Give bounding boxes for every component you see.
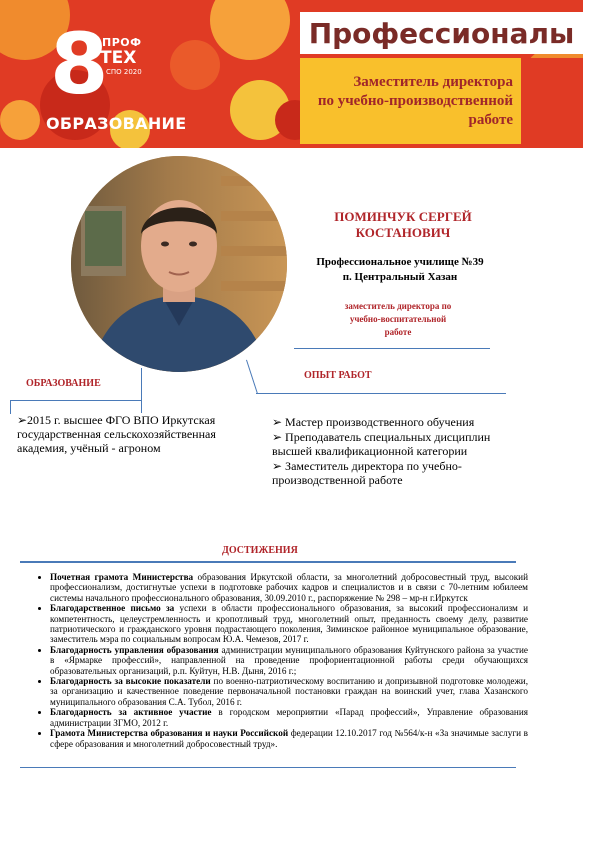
achievement-text: в городском мероприятии «Парад профессий», Управление образования администрации ЗГМО, 2012 г. [50, 707, 528, 728]
position-box [300, 58, 521, 144]
page-margin [583, 0, 596, 842]
position-line: работе [468, 111, 513, 128]
name-line: КОСТАНОВИЧ [355, 225, 451, 240]
school-line: Профессиональное училище №39 [316, 256, 484, 268]
achievement-text: по военно-патриотическому воспитанию и допризывной подготовке молодежи, за организацию и качественное поведение первоначальной постановки граждан на воинский учет, глава Хазанского муниципального образования С.А. Тубол, 2016 г. [50, 676, 529, 707]
achievement-title: Грамота Министерства образования и науки Российской [50, 728, 289, 739]
position-title [318, 73, 513, 130]
achievement-text: администрации муниципального образования Куйтунского района за участие в «Ярмарке профессий», направленной на проведение профориентационной работы среди обучающихся образовательных организаций, р.п. Куйтун, Н.В. Дыня, 2016 г.; [50, 644, 529, 676]
connector-line [256, 393, 506, 394]
name-line: ПОМИНЧУК СЕРГЕЙ [334, 209, 472, 224]
school-name [300, 255, 500, 285]
experience-item: ➢ Мастер производственного обучения [272, 415, 475, 429]
education-text: ➢2015 г. высшее ФГО ВПО Иркутская государственная сельскохозяйственная академия, учёный - агроном [17, 413, 216, 455]
divider [294, 348, 490, 349]
person-name [328, 209, 478, 241]
achievement-item [50, 707, 528, 728]
logo-caption: ОБРАЗОВАНИЕ [46, 114, 187, 133]
page-title: Профессионалы [308, 16, 575, 50]
portrait-photo [71, 156, 287, 372]
role-line: работе [384, 327, 412, 337]
achievement-text: федерации 12.10.2017 год №564/к-н «За значимые заслуги в сфере образования и многолетний добросовестный труд». [50, 728, 528, 749]
role-line: заместитель директора по [344, 301, 452, 311]
achievement-item [50, 645, 528, 676]
achievement-text: образования Иркутской области, за многолетний добросовестный труд, высокий профессионализм, достигнутые успехи в подготовке рабочих кадров и специалистов и в связи с 70-летним юбилеем системы начального профессионального образования, 30.09.2010 г., распоряжение № 298 – мр-н г.Иркутск [50, 572, 528, 603]
experience-item: ➢ Заместитель директора по учебно-производственной работе [272, 459, 462, 487]
achievement-item [50, 728, 528, 749]
portrait-illustration [71, 156, 287, 372]
achievement-title: Благодарность управления образования [50, 644, 219, 655]
achievements-heading: ДОСТИЖЕНИЯ [222, 545, 298, 556]
logo-line2: ТЕХ [100, 48, 137, 68]
logo-line3: СПО 2020 [106, 68, 142, 76]
position-line: по учебно-производственной [317, 92, 513, 109]
achievement-title: Благодарность за высокие показатели [50, 676, 211, 687]
title-box [300, 12, 583, 54]
role-line: учебно-воспитательной [349, 314, 447, 324]
connector-line [246, 360, 258, 394]
experience-heading: ОПЫТ РАБОТ [304, 370, 372, 381]
proftech-logo [40, 15, 187, 142]
decor-circle [0, 100, 40, 140]
connector-line [10, 400, 142, 401]
position-line: Заместитель директора [353, 73, 513, 90]
achievement-item [50, 603, 528, 645]
header-side-panel [521, 58, 583, 148]
connector-line [141, 368, 142, 413]
experience-list [272, 415, 512, 488]
school-line: п. Центральный Хазан [342, 271, 458, 283]
person-role [318, 300, 478, 339]
achievements-divider [20, 561, 516, 563]
achievements-list [36, 572, 528, 749]
achievement-title: Благодарственное письмо за [50, 603, 175, 614]
connector-line [10, 400, 11, 414]
logo-line1: ПРОФ [102, 36, 142, 49]
achievement-item [50, 676, 528, 707]
education-heading: ОБРАЗОВАНИЕ [26, 378, 101, 389]
logo-digit: 8 [50, 15, 109, 113]
achievement-text: успехи в области профессионального образования, за высокий профессионализм и компетентность, целеустремленность и кропотливый труд, многолетний опыт, преданность своему делу, развитие патриотического и гражданского уровня подрастающего поколения, Зиминское районное муниципальное образование, заместитель мэра по социальным вопросам Ю.А. Чемезов, 2017 г. [50, 603, 528, 645]
achievement-title: Почетная грамота Министерства [50, 572, 194, 582]
achievement-item [50, 572, 528, 603]
footer-divider [20, 767, 516, 768]
experience-item: ➢ Преподаватель специальных дисциплин высшей квалификационной категории [272, 430, 491, 458]
achievement-title: Благодарность за активное участие [50, 707, 212, 718]
decor-circle [210, 0, 290, 60]
